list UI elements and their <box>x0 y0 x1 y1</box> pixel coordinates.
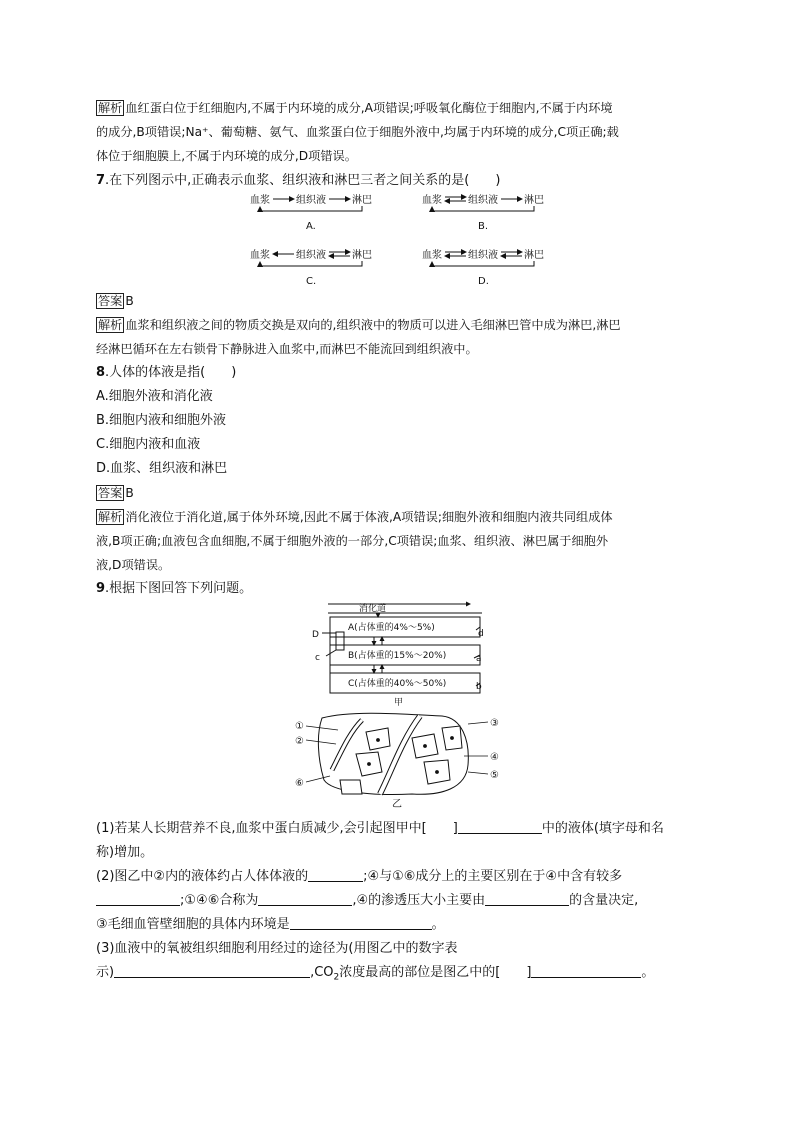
fig-jia-box-b: B(占体重的15%～20%) <box>348 651 447 661</box>
q8-stem: 8.人体的体液是指( ) <box>96 365 237 380</box>
q9-part2-line-3: ③毛细血管壁细胞的具体内环境是 。 <box>96 917 445 932</box>
q8-analysis-line-3: 液,D项错误。 <box>96 558 171 572</box>
answer-blank[interactable] <box>308 868 363 882</box>
fig-yi-caption: 乙 <box>392 799 402 810</box>
q8-analysis-line-2: 液,B项正确;血液包含血细胞,不属于细胞外液的一部分,C项错误;血浆、组织液、淋巴属于细胞外 <box>96 534 609 548</box>
diagram-b-tissue: 组织液 <box>468 195 498 206</box>
q9-part1-line-2: 称)增加。 <box>96 845 154 860</box>
q9-part2-line-2: ;①④⑥合称为 ,④的渗透压大小主要由 的含量决定, <box>96 892 638 910</box>
diagram-d-plasma: 血浆 <box>422 250 442 261</box>
fig-jia-caption: 甲 <box>394 698 404 708</box>
fig-yi-label-6: ⑥ <box>295 778 304 789</box>
fig-jia-label-d: d <box>478 629 484 639</box>
q8-option-d: D.血浆、组织液和淋巴 <box>96 461 228 476</box>
q9-part2-line-1: (2)图乙中②内的液体约占人体体液的 ;④与①⑥成分上的主要区别在于④中含有较多 <box>96 869 623 884</box>
answer-blank[interactable] <box>96 892 180 906</box>
q6-analysis-line-3: 体位于细胞膜上,不属于内环境的成分,D项错误。 <box>96 149 357 163</box>
diagram-d-tissue: 组织液 <box>468 250 498 261</box>
diagram-c-tissue: 组织液 <box>296 250 326 261</box>
fig-yi-label-1: ① <box>295 721 304 732</box>
diagram-b-plasma: 血浆 <box>422 195 442 206</box>
q8-analysis-line-1: 解析 消化液位于消化道,属于体外环境,因此不属于体液,A项错误;细胞外液和细胞内液共同组成体 <box>98 510 613 524</box>
diagram-a-lymph: 淋巴 <box>352 195 372 206</box>
q6-analysis-line-2: 的成分,B项错误;Na⁺、葡萄糖、氨气、血浆蛋白位于细胞外液中,均属于内环境的成分,C项正确;载 <box>96 125 619 139</box>
diagram-d-lymph: 淋巴 <box>524 250 544 261</box>
fig-yi-label-4: ④ <box>490 752 499 763</box>
fig-jia-label-a: a <box>476 654 482 664</box>
diagram-d-label: D. <box>478 276 489 287</box>
answer-blank[interactable] <box>290 916 432 930</box>
q7-stem: 7.在下列图示中,正确表示血浆、组织液和淋巴三者之间关系的是( ) <box>96 173 501 188</box>
q7-diagrams <box>240 190 560 290</box>
q9-part3-line-2: 示) $,CO_2$浓度最高的部位是图乙中的[ ] 。 <box>96 965 655 983</box>
q8-option-c: C.细胞内液和血液 <box>96 437 201 452</box>
diagram-a-tissue: 组织液 <box>296 195 326 206</box>
q9-stem: 9.根据下图回答下列问题。 <box>96 581 253 596</box>
answer-blank[interactable] <box>485 892 569 906</box>
diagram-b-label: B. <box>478 221 489 232</box>
fig-jia-label-d-upper: D <box>312 630 319 640</box>
answer-blank[interactable] <box>531 964 641 978</box>
diagram-c-lymph: 淋巴 <box>352 250 372 261</box>
q6-analysis-line-1: 解析 血红蛋白位于红细胞内,不属于内环境的成分,A项错误;呼吸氧化酶位于细胞内,不属于内环境 <box>98 101 613 115</box>
answer-blank[interactable] <box>114 964 310 978</box>
fig-yi-label-5: ⑤ <box>490 770 499 781</box>
q9-part3-line-1: (3)血液中的氧被组织细胞利用经过的途径为(用图乙中的数字表 <box>96 941 458 956</box>
answer-blank[interactable] <box>458 820 542 834</box>
diagram-a-plasma: 血浆 <box>250 195 270 206</box>
fig-jia-label-c: c <box>315 653 320 663</box>
fig-jia-box-c: C(占体重的40%～50%) <box>348 679 447 689</box>
q7-analysis-line-2: 经淋巴循环在左右锁骨下静脉进入血浆中,而淋巴不能流回到组织液中。 <box>96 342 478 356</box>
answer-blank[interactable] <box>258 892 352 906</box>
fig-jia-top-label: 消化道 <box>359 604 387 614</box>
q8-option-b: B.细胞内液和细胞外液 <box>96 413 227 428</box>
diagram-b-lymph: 淋巴 <box>524 195 544 206</box>
diagram-a-label: A. <box>306 221 316 232</box>
q9-part1-line-1: (1)若某人长期营养不良,血浆中蛋白质减少,会引起图甲中[ ] 中的液体(填字母和名 <box>96 821 664 836</box>
diagram-c-label: C. <box>306 276 317 287</box>
q8-option-a: A.细胞外液和消化液 <box>96 389 213 404</box>
figure-yi <box>292 710 512 810</box>
fig-yi-label-2: ② <box>295 736 304 747</box>
q8-answer: 答案 B <box>98 486 134 500</box>
analysis-tag: 解析 <box>98 101 123 115</box>
diagram-c-plasma: 血浆 <box>250 250 270 261</box>
q7-analysis-line-1: 解析 血浆和组织液之间的物质交换是双向的,组织液中的物质可以进入毛细淋巴管中成为淋巴,淋巴 <box>98 318 621 332</box>
q7-answer: 答案 B <box>98 294 134 308</box>
fig-jia-label-b: b <box>476 682 482 692</box>
figure-jia <box>310 600 500 710</box>
fig-jia-box-a: A(占体重的4%～5%) <box>348 623 435 633</box>
fig-yi-label-3: ③ <box>490 718 499 729</box>
